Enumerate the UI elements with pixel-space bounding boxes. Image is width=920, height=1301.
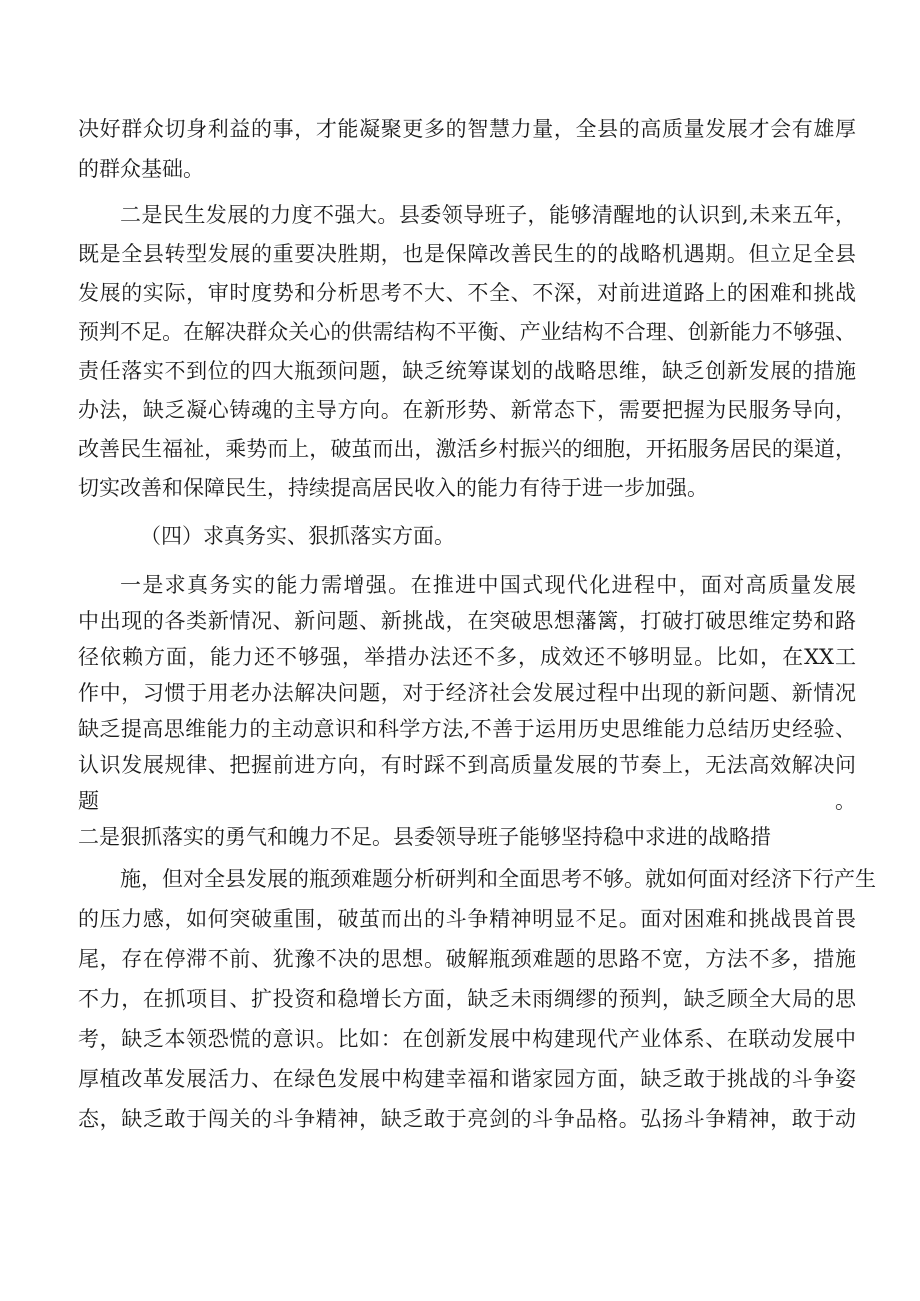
text-line: 的压力感，如何突破重围，破茧而出的斗争精神明显不足。面对困难和挑战畏首畏 (78, 907, 856, 931)
paragraph-first-line: 二是民生发展的力度不强大。县委领导班子，能够清醒地的认识到,未来五年， (120, 203, 856, 227)
text-line: 预判不足。在解决群众关心的供需结构不平衡、产业结构不合理、创新能力不够强、 (78, 320, 856, 344)
text-line: 作中，习惯于用老办法解决问题，对于经济社会发展过程中出现的新问题、新情况 (78, 681, 856, 705)
text-line: 的群众基础。 (78, 157, 204, 181)
text-line: 办法，缺乏凝心铸魂的主导方向。在新形势、新常态下，需要把握为民服务导向， (78, 398, 856, 422)
text-line: 厚植改革发展活力、在绿色发展中构建幸福和谐家园方面，缺乏敢于挑战的斗争姿 (78, 1067, 856, 1091)
paragraph-first-line: 一是求真务实的能力需增强。在推进中国式现代化进程中，面对高质量发展 (120, 573, 856, 597)
text-line: 既是全县转型发展的重要决胜期，也是保障改善民生的的战略机遇期。但立足全县 (78, 242, 856, 266)
text-line: 改善民生福祉，乘势而上，破茧而出，激活乡村振兴的细胞，开拓服务居民的渠道， (78, 437, 856, 461)
text-line: 径依赖方面，能力还不够强，举措办法还不多，成效还不够明显。比如，在XX工 (78, 645, 856, 669)
text-line: 缺乏提高思维能力的主动意识和科学方法,不善于运用历史思维能力总结历史经验、 (78, 717, 856, 741)
text-line: 中出现的各类新情况、新问题、新挑战，在突破思想藩篱，打破打破思维定势和路 (78, 609, 856, 633)
section-heading: （四）求真务实、狠抓落实方面。 (140, 524, 455, 548)
text-line: 态，缺乏敢于闯关的斗争精神，缺乏敢于亮剑的斗争品格。弘扬斗争精神，敢于动 (78, 1107, 856, 1131)
text-line: 考，缺乏本领恐慌的意识。比如：在创新发展中构建现代产业体系、在联动发展中 (78, 1027, 856, 1051)
text-line: 不力，在抓项目、扩投资和稳增长方面，缺乏未雨绸缪的预判，缺乏顾全大局的思 (78, 987, 856, 1011)
text-line: 发展的实际，审时度势和分析思考不大、不全、不深，对前进道路上的困难和挑战 (78, 281, 856, 305)
text-line: 二是狠抓落实的勇气和魄力不足。县委领导班子能够坚持稳中求进的战略措 (78, 825, 771, 849)
text-line: 责任落实不到位的四大瓶颈问题，缺乏统筹谋划的战略思维，缺乏创新发展的措施 (78, 359, 856, 383)
text-line: 题。 (78, 789, 856, 813)
text-line: 决好群众切身利益的事，才能凝聚更多的智慧力量，全县的高质量发展才会有雄厚 (78, 117, 856, 141)
text-line: 切实改善和保障民生，持续提高居民收入的能力有待于进一步加强。 (78, 476, 708, 500)
text-line: 尾，存在停滞不前、犹豫不决的思想。破解瓶颈难题的思路不宽，方法不多，措施 (78, 947, 856, 971)
text-line: 认识发展规律、把握前进方向，有时踩不到高质量发展的节奏上，无法高效解决问 (78, 753, 856, 777)
paragraph-first-line: 施，但对全县发展的瓶颈难题分析研判和全面思考不够。就如何面对经济下行产生 (120, 867, 876, 891)
